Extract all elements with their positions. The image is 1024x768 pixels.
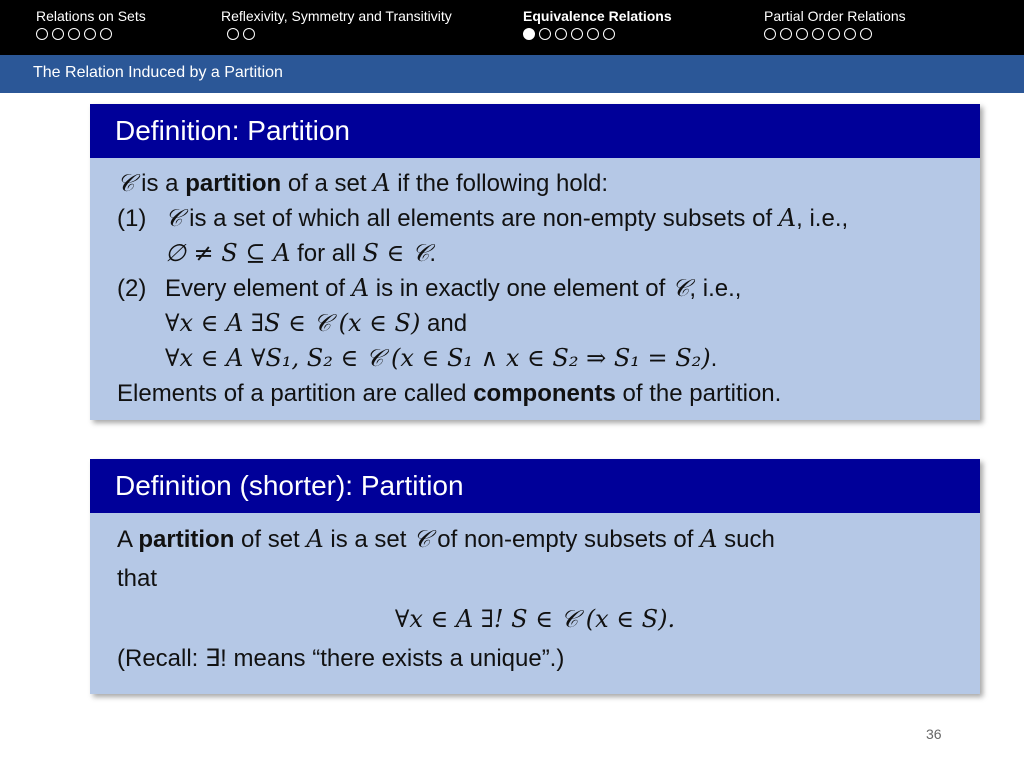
bold-term: partition <box>185 170 282 197</box>
nav-section-title[interactable]: Partial Order Relations <box>764 8 906 24</box>
text: is in exactly one element of <box>369 275 672 302</box>
nav-dot[interactable] <box>603 28 615 40</box>
definition-line <box>117 166 953 201</box>
block-title: Definition: Partition <box>90 104 980 158</box>
list-item <box>117 201 953 236</box>
text: for all <box>290 240 363 267</box>
text: of set <box>234 526 307 553</box>
nav-section-title[interactable]: Reflexivity, Symmetry and Transitivity <box>221 8 452 24</box>
nav-dot[interactable] <box>796 28 808 40</box>
list-item-continuation <box>117 306 953 341</box>
text: of a set <box>281 170 374 197</box>
nav-dots <box>221 28 452 40</box>
math-expression: ∅ ≠ S ⊆ A <box>165 239 291 267</box>
math-symbol: A <box>351 274 370 302</box>
math-expression: ∀x ∈ A ∃! S ∈ 𝒞 (x ∈ S). <box>394 605 676 633</box>
math-expression: ∀x ∈ A ∃S ∈ 𝒞 (x ∈ S) <box>165 309 421 337</box>
nav-dot[interactable] <box>539 28 551 40</box>
nav-section-equivalence-relations[interactable] <box>523 8 672 40</box>
text: and <box>420 310 468 337</box>
nav-dot[interactable] <box>844 28 856 40</box>
math-symbol: 𝒞 <box>671 274 690 302</box>
item-number: (2) <box>117 275 147 302</box>
formula <box>117 599 953 639</box>
nav-dot[interactable] <box>764 28 776 40</box>
text: of the partition. <box>615 380 782 407</box>
math-symbol: 𝒞 <box>117 169 135 197</box>
block-body <box>90 513 980 679</box>
nav-dots <box>523 28 672 40</box>
bold-term: components <box>473 380 616 407</box>
list-item <box>117 271 953 306</box>
nav-dot[interactable] <box>555 28 567 40</box>
nav-dot[interactable] <box>36 28 48 40</box>
math-symbol: 𝒞 <box>165 204 183 232</box>
nav-dot[interactable] <box>828 28 840 40</box>
nav-dot[interactable] <box>780 28 792 40</box>
list-item-continuation <box>117 341 953 376</box>
nav-dot[interactable] <box>587 28 599 40</box>
math-symbol: 𝒞 <box>413 525 431 553</box>
nav-dot[interactable] <box>52 28 64 40</box>
text: Every element of <box>165 275 352 302</box>
text: such <box>717 526 775 553</box>
math-symbol: A <box>306 525 324 553</box>
text: is a set of which all elements are non-empty subsets of <box>182 205 779 232</box>
definition-line <box>117 519 953 559</box>
subsection-title: The Relation Induced by a Partition <box>33 64 283 81</box>
text: , i.e., <box>796 205 849 232</box>
definition-line: that <box>117 565 158 592</box>
text: . <box>710 345 718 372</box>
nav-dot[interactable] <box>812 28 824 40</box>
text: if the following hold: <box>390 170 609 197</box>
nav-section-relations-on-sets[interactable] <box>36 8 146 40</box>
nav-dot-current[interactable] <box>523 28 535 40</box>
subsection-bar <box>0 55 1024 93</box>
text: . <box>429 240 437 267</box>
nav-dot[interactable] <box>227 28 239 40</box>
recall-note: (Recall: ∃! means “there exists a unique”.) <box>117 645 565 672</box>
nav-dots <box>36 28 146 40</box>
block-title: Definition (shorter): Partition <box>90 459 980 513</box>
nav-dots <box>764 28 906 40</box>
definition-block-partition <box>90 104 980 420</box>
math-symbol: A <box>373 169 391 197</box>
text: of non-empty subsets of <box>430 526 701 553</box>
bold-term: partition <box>138 526 235 553</box>
text: A <box>117 526 139 553</box>
text: Elements of a partition are called <box>117 380 474 407</box>
nav-section-title[interactable]: Equivalence Relations <box>523 8 672 24</box>
nav-dot[interactable] <box>100 28 112 40</box>
definition-line <box>117 376 953 411</box>
text: , i.e., <box>689 275 742 302</box>
nav-dot[interactable] <box>860 28 872 40</box>
block-body <box>90 158 980 411</box>
list-item-continuation <box>117 236 953 271</box>
nav-section-partial-order-relations[interactable] <box>764 8 906 40</box>
math-expression: ∀x ∈ A ∀S₁, S₂ ∈ 𝒞 (x ∈ S₁ ∧ x ∈ S₂ ⇒ S₁ = S₂) <box>165 344 711 372</box>
nav-section-reflexivity[interactable] <box>221 8 452 40</box>
page-number: 36 <box>926 726 942 742</box>
nav-dot[interactable] <box>84 28 96 40</box>
math-expression: S ∈ 𝒞 <box>362 239 430 267</box>
math-symbol: A <box>700 525 718 553</box>
definition-block-partition-shorter <box>90 459 980 694</box>
nav-dot[interactable] <box>68 28 80 40</box>
text: is a <box>134 170 186 197</box>
top-navigation-bar <box>0 0 1024 55</box>
nav-section-title[interactable]: Relations on Sets <box>36 8 146 24</box>
item-number: (1) <box>117 205 147 232</box>
math-symbol: A <box>778 204 797 232</box>
nav-dot[interactable] <box>243 28 255 40</box>
text: is a set <box>323 526 414 553</box>
nav-dot[interactable] <box>571 28 583 40</box>
